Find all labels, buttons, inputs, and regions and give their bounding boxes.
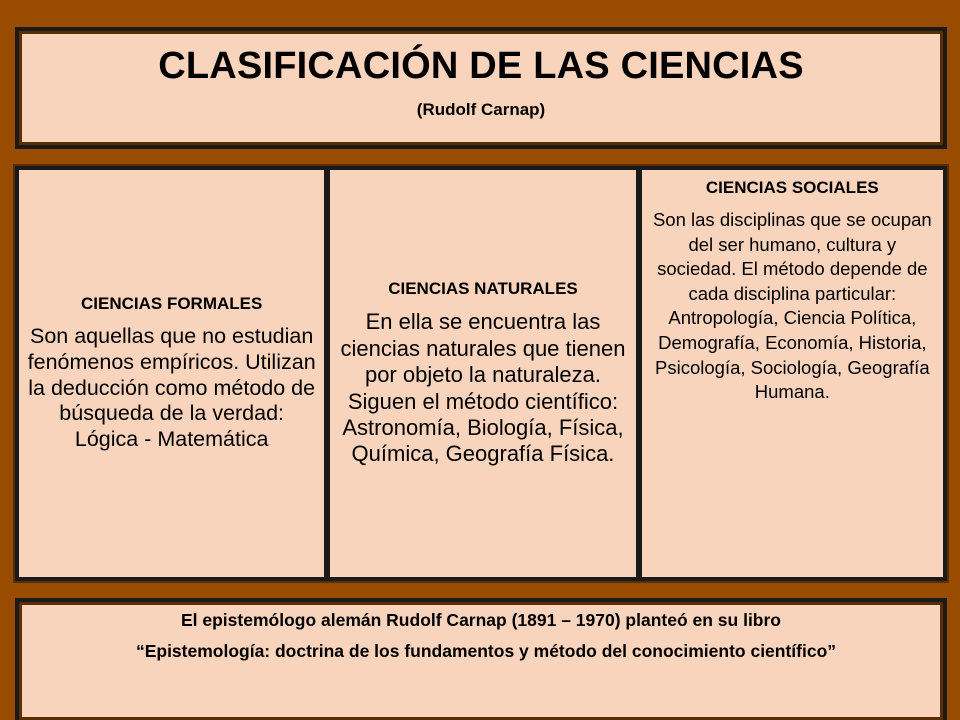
- column-natural-sciences: [330, 170, 635, 577]
- column-body: Son aquellas que no estudian fenómenos empíricos. Utilizan la deducción como método de búsqueda de la verdad: Lógica - Matemática: [27, 324, 316, 452]
- column-heading: CIENCIAS NATURALES: [388, 279, 578, 299]
- column-heading: CIENCIAS FORMALES: [80, 294, 263, 313]
- footer-box: [15, 598, 947, 720]
- footer-text-line1: El epistemólogo alemán Rudolf Carnap (1891 – 1970) planteó en su libro: [180, 610, 781, 630]
- column-body: Son las disciplinas que se ocupan del ser humano, cultura y sociedad. El método depende de cada disciplina particular: Antropología, Ciencia Política, Demografía, Economía, Historia, Psicología, Sociología, Geografía Humana.: [652, 209, 932, 403]
- column-body: En ella se encuentra las ciencias naturales que tienen por objeto la naturaleza. Siguen el método científico: Astronomía, Biología, Física, Química, Geografía Física.: [340, 309, 626, 467]
- column-formal-sciences: [19, 170, 324, 577]
- page-subtitle: (Rudolf Carnap): [416, 100, 546, 119]
- classification-columns: [15, 166, 947, 581]
- title-box: [15, 27, 947, 149]
- footer-text-line2: “Epistemología: doctrina de los fundamentos y método del conocimiento científico”: [135, 641, 837, 661]
- column-social-sciences: [642, 170, 943, 577]
- page-title: CLASIFICACIÓN DE LAS CIENCIAS: [158, 45, 804, 87]
- column-heading: CIENCIAS SOCIALES: [705, 178, 879, 197]
